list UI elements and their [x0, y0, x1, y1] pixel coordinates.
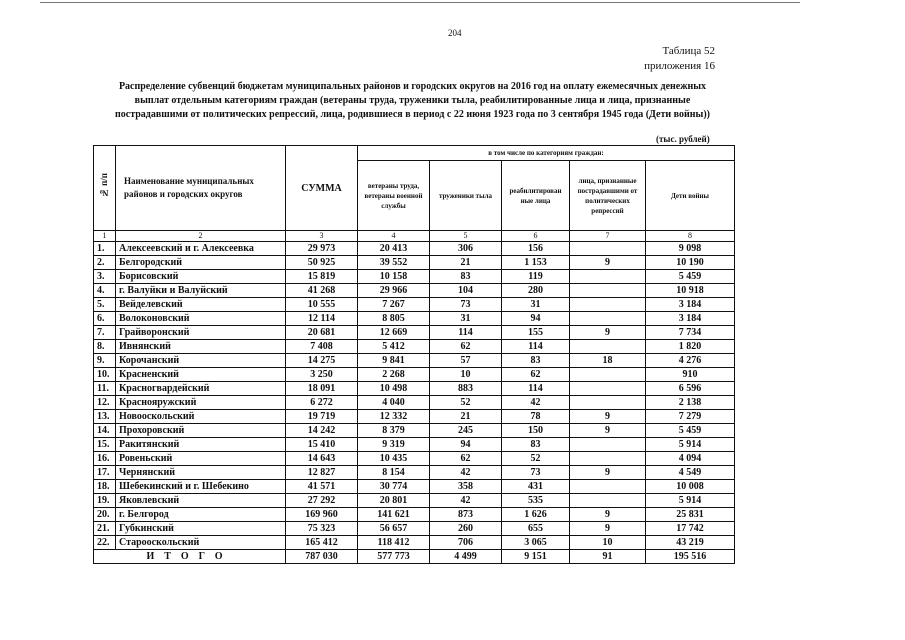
row-number: 10.	[94, 368, 116, 382]
row-sum: 27 292	[286, 494, 358, 508]
header-home-front: труженики тыла	[430, 161, 502, 231]
row-rehabilitated: 73	[502, 466, 570, 480]
row-veterans: 2 268	[358, 368, 430, 382]
total-sum: 787 030	[286, 550, 358, 564]
row-rehabilitated: 94	[502, 312, 570, 326]
page-number: 204	[448, 28, 462, 38]
row-home-front: 62	[430, 452, 502, 466]
total-veterans: 577 773	[358, 550, 430, 564]
table-row	[94, 382, 735, 396]
table-row	[94, 270, 735, 284]
row-number: 6.	[94, 312, 116, 326]
row-victims	[570, 340, 646, 354]
row-veterans: 9 319	[358, 438, 430, 452]
row-veterans: 141 621	[358, 508, 430, 522]
header-victims: лица, признанные пострадавшими от политических репрессий	[570, 161, 646, 231]
row-number: 9.	[94, 354, 116, 368]
row-name: Алексеевский и г. Алексеевка	[116, 242, 286, 256]
table-row	[94, 242, 735, 256]
row-home-front: 706	[430, 536, 502, 550]
header-no: № п/п	[94, 146, 116, 231]
header-veterans: ветераны труда, ветераны военной службы	[358, 161, 430, 231]
header-rehabilitated: реабилитирован ные лица	[502, 161, 570, 231]
row-children: 910	[646, 368, 735, 382]
row-victims	[570, 396, 646, 410]
row-name: Новооскольский	[116, 410, 286, 424]
row-children: 5 914	[646, 438, 735, 452]
row-children: 43 219	[646, 536, 735, 550]
row-children: 4 549	[646, 466, 735, 480]
table-row	[94, 522, 735, 536]
row-veterans: 10 158	[358, 270, 430, 284]
row-victims: 9	[570, 424, 646, 438]
row-sum: 41 268	[286, 284, 358, 298]
col-number: 7	[570, 231, 646, 242]
row-name: Губкинский	[116, 522, 286, 536]
row-name: Ивнянский	[116, 340, 286, 354]
row-number: 15.	[94, 438, 116, 452]
row-veterans: 10 498	[358, 382, 430, 396]
units-label: (тыс. рублей)	[656, 134, 710, 144]
row-sum: 12 827	[286, 466, 358, 480]
total-row	[94, 550, 735, 564]
table-row	[94, 536, 735, 550]
row-home-front: 31	[430, 312, 502, 326]
total-rehabilitated: 9 151	[502, 550, 570, 564]
row-veterans: 20 413	[358, 242, 430, 256]
row-number: 21.	[94, 522, 116, 536]
row-veterans: 12 669	[358, 326, 430, 340]
document-title: Распределение субвенций бюджетам муниципальных районов и городских округов на 2016 год на оплату ежемесячных денежных выплат отдельным категориям граждан (ветераны труда, труженики тыла, реабилитированные лица и лица, признанные пострадавшими от политических репрессий, лица, родившиеся в период с 22 июня 1923 года по 3 сентября 1945 года (Дети войны))	[115, 81, 710, 120]
row-home-front: 104	[430, 284, 502, 298]
row-home-front: 114	[430, 326, 502, 340]
row-victims: 9	[570, 522, 646, 536]
row-name: Красненский	[116, 368, 286, 382]
col-number: 1	[94, 231, 116, 242]
row-home-front: 57	[430, 354, 502, 368]
row-name: Чернянский	[116, 466, 286, 480]
row-veterans: 56 657	[358, 522, 430, 536]
row-victims	[570, 284, 646, 298]
row-number: 4.	[94, 284, 116, 298]
row-rehabilitated: 62	[502, 368, 570, 382]
row-sum: 3 250	[286, 368, 358, 382]
row-name: Яковлевский	[116, 494, 286, 508]
row-name: г. Белгород	[116, 508, 286, 522]
row-sum: 12 114	[286, 312, 358, 326]
table-row	[94, 368, 735, 382]
row-sum: 169 960	[286, 508, 358, 522]
row-rehabilitated: 119	[502, 270, 570, 284]
row-victims	[570, 382, 646, 396]
row-rehabilitated: 52	[502, 452, 570, 466]
table-row	[94, 298, 735, 312]
row-children: 9 098	[646, 242, 735, 256]
row-sum: 75 323	[286, 522, 358, 536]
row-children: 5 459	[646, 424, 735, 438]
row-number: 2.	[94, 256, 116, 270]
col-number: 6	[502, 231, 570, 242]
row-name: Борисовский	[116, 270, 286, 284]
row-sum: 15 819	[286, 270, 358, 284]
table-row	[94, 480, 735, 494]
row-number: 3.	[94, 270, 116, 284]
table-row	[94, 312, 735, 326]
row-number: 16.	[94, 452, 116, 466]
row-victims	[570, 270, 646, 284]
row-children: 4 094	[646, 452, 735, 466]
row-name: Ракитянский	[116, 438, 286, 452]
col-number: 4	[358, 231, 430, 242]
row-name: Красногвардейский	[116, 382, 286, 396]
row-number: 7.	[94, 326, 116, 340]
row-number: 12.	[94, 396, 116, 410]
row-victims	[570, 368, 646, 382]
row-children: 10 918	[646, 284, 735, 298]
table-row	[94, 494, 735, 508]
col-number: 5	[430, 231, 502, 242]
row-number: 13.	[94, 410, 116, 424]
row-name: Вейделевский	[116, 298, 286, 312]
col-number: 8	[646, 231, 735, 242]
total-label: ИТОГО	[94, 550, 286, 564]
row-name: г. Валуйки и Валуйский	[116, 284, 286, 298]
row-sum: 50 925	[286, 256, 358, 270]
table-row	[94, 452, 735, 466]
row-number: 19.	[94, 494, 116, 508]
table-row	[94, 326, 735, 340]
row-veterans: 7 267	[358, 298, 430, 312]
row-rehabilitated: 156	[502, 242, 570, 256]
row-rehabilitated: 83	[502, 438, 570, 452]
row-rehabilitated: 78	[502, 410, 570, 424]
row-sum: 18 091	[286, 382, 358, 396]
col-number: 2	[116, 231, 286, 242]
row-children: 3 184	[646, 298, 735, 312]
table-body	[94, 242, 735, 550]
row-home-front: 358	[430, 480, 502, 494]
row-home-front: 306	[430, 242, 502, 256]
row-veterans: 39 552	[358, 256, 430, 270]
row-number: 18.	[94, 480, 116, 494]
row-veterans: 9 841	[358, 354, 430, 368]
row-veterans: 4 040	[358, 396, 430, 410]
table-row	[94, 354, 735, 368]
table-row	[94, 424, 735, 438]
row-sum: 6 272	[286, 396, 358, 410]
row-number: 14.	[94, 424, 116, 438]
row-home-front: 21	[430, 410, 502, 424]
table-row	[94, 256, 735, 270]
row-veterans: 12 332	[358, 410, 430, 424]
table-row	[94, 340, 735, 354]
row-veterans: 10 435	[358, 452, 430, 466]
row-children: 6 596	[646, 382, 735, 396]
row-victims: 9	[570, 256, 646, 270]
row-home-front: 42	[430, 466, 502, 480]
row-children: 1 820	[646, 340, 735, 354]
row-victims	[570, 494, 646, 508]
row-number: 8.	[94, 340, 116, 354]
row-sum: 7 408	[286, 340, 358, 354]
row-veterans: 8 805	[358, 312, 430, 326]
row-home-front: 73	[430, 298, 502, 312]
row-victims	[570, 452, 646, 466]
total-children: 195 516	[646, 550, 735, 564]
table-row	[94, 438, 735, 452]
row-veterans: 20 801	[358, 494, 430, 508]
header-group: в том числе по категориям граждан:	[358, 146, 735, 161]
row-sum: 19 719	[286, 410, 358, 424]
table-caption	[644, 44, 715, 74]
row-children: 7 734	[646, 326, 735, 340]
row-sum: 165 412	[286, 536, 358, 550]
row-rehabilitated: 535	[502, 494, 570, 508]
row-number: 5.	[94, 298, 116, 312]
row-home-front: 83	[430, 270, 502, 284]
row-name: Волоконовский	[116, 312, 286, 326]
row-rehabilitated: 3 065	[502, 536, 570, 550]
row-home-front: 42	[430, 494, 502, 508]
row-children: 25 831	[646, 508, 735, 522]
row-rehabilitated: 1 153	[502, 256, 570, 270]
row-sum: 20 681	[286, 326, 358, 340]
table-row	[94, 508, 735, 522]
row-home-front: 873	[430, 508, 502, 522]
table-row	[94, 410, 735, 424]
row-number: 20.	[94, 508, 116, 522]
row-sum: 29 973	[286, 242, 358, 256]
row-name: Прохоровский	[116, 424, 286, 438]
row-rehabilitated: 280	[502, 284, 570, 298]
row-number: 17.	[94, 466, 116, 480]
row-rehabilitated: 83	[502, 354, 570, 368]
row-children: 10 190	[646, 256, 735, 270]
col-number: 3	[286, 231, 358, 242]
column-number-row	[94, 231, 735, 242]
top-rule	[40, 2, 800, 3]
table-header	[94, 146, 735, 242]
row-sum: 14 275	[286, 354, 358, 368]
row-children: 3 184	[646, 312, 735, 326]
row-victims	[570, 438, 646, 452]
row-name: Краснояружский	[116, 396, 286, 410]
row-children: 2 138	[646, 396, 735, 410]
table-row	[94, 284, 735, 298]
row-sum: 41 571	[286, 480, 358, 494]
row-victims: 18	[570, 354, 646, 368]
row-rehabilitated: 114	[502, 340, 570, 354]
subsidy-table	[93, 145, 735, 564]
row-rehabilitated: 1 626	[502, 508, 570, 522]
row-children: 7 279	[646, 410, 735, 424]
row-veterans: 8 379	[358, 424, 430, 438]
row-victims	[570, 298, 646, 312]
caption-appendix: приложения 16	[644, 60, 715, 72]
row-victims	[570, 312, 646, 326]
row-victims	[570, 242, 646, 256]
row-home-front: 94	[430, 438, 502, 452]
row-name: Грайворонский	[116, 326, 286, 340]
row-rehabilitated: 150	[502, 424, 570, 438]
row-sum: 10 555	[286, 298, 358, 312]
row-veterans: 5 412	[358, 340, 430, 354]
row-name: Корочанский	[116, 354, 286, 368]
header-name: Наименование муниципальных районов и городских округов	[116, 146, 286, 231]
row-name: Шебекинский и г. Шебекино	[116, 480, 286, 494]
row-home-front: 52	[430, 396, 502, 410]
row-sum: 15 410	[286, 438, 358, 452]
row-children: 5 914	[646, 494, 735, 508]
caption-table-number: Таблица 52	[662, 45, 715, 57]
row-children: 10 008	[646, 480, 735, 494]
row-victims: 9	[570, 508, 646, 522]
row-home-front: 260	[430, 522, 502, 536]
row-name: Старооскольский	[116, 536, 286, 550]
row-number: 22.	[94, 536, 116, 550]
row-home-front: 10	[430, 368, 502, 382]
row-sum: 14 643	[286, 452, 358, 466]
header-children: Дети войны	[646, 161, 735, 231]
table-row	[94, 396, 735, 410]
row-victims: 10	[570, 536, 646, 550]
table-row	[94, 466, 735, 480]
row-name: Белгородский	[116, 256, 286, 270]
row-number: 11.	[94, 382, 116, 396]
row-number: 1.	[94, 242, 116, 256]
row-victims: 9	[570, 466, 646, 480]
row-victims: 9	[570, 410, 646, 424]
row-rehabilitated: 114	[502, 382, 570, 396]
total-victims: 91	[570, 550, 646, 564]
row-name: Ровеньский	[116, 452, 286, 466]
row-victims	[570, 480, 646, 494]
row-home-front: 62	[430, 340, 502, 354]
row-veterans: 29 966	[358, 284, 430, 298]
total-home-front: 4 499	[430, 550, 502, 564]
row-rehabilitated: 655	[502, 522, 570, 536]
header-sum: СУММА	[286, 146, 358, 231]
row-rehabilitated: 155	[502, 326, 570, 340]
row-rehabilitated: 431	[502, 480, 570, 494]
row-home-front: 245	[430, 424, 502, 438]
row-home-front: 21	[430, 256, 502, 270]
row-rehabilitated: 42	[502, 396, 570, 410]
row-veterans: 8 154	[358, 466, 430, 480]
row-rehabilitated: 31	[502, 298, 570, 312]
row-children: 17 742	[646, 522, 735, 536]
row-children: 4 276	[646, 354, 735, 368]
row-victims: 9	[570, 326, 646, 340]
row-home-front: 883	[430, 382, 502, 396]
row-veterans: 118 412	[358, 536, 430, 550]
row-children: 5 459	[646, 270, 735, 284]
row-veterans: 30 774	[358, 480, 430, 494]
row-sum: 14 242	[286, 424, 358, 438]
